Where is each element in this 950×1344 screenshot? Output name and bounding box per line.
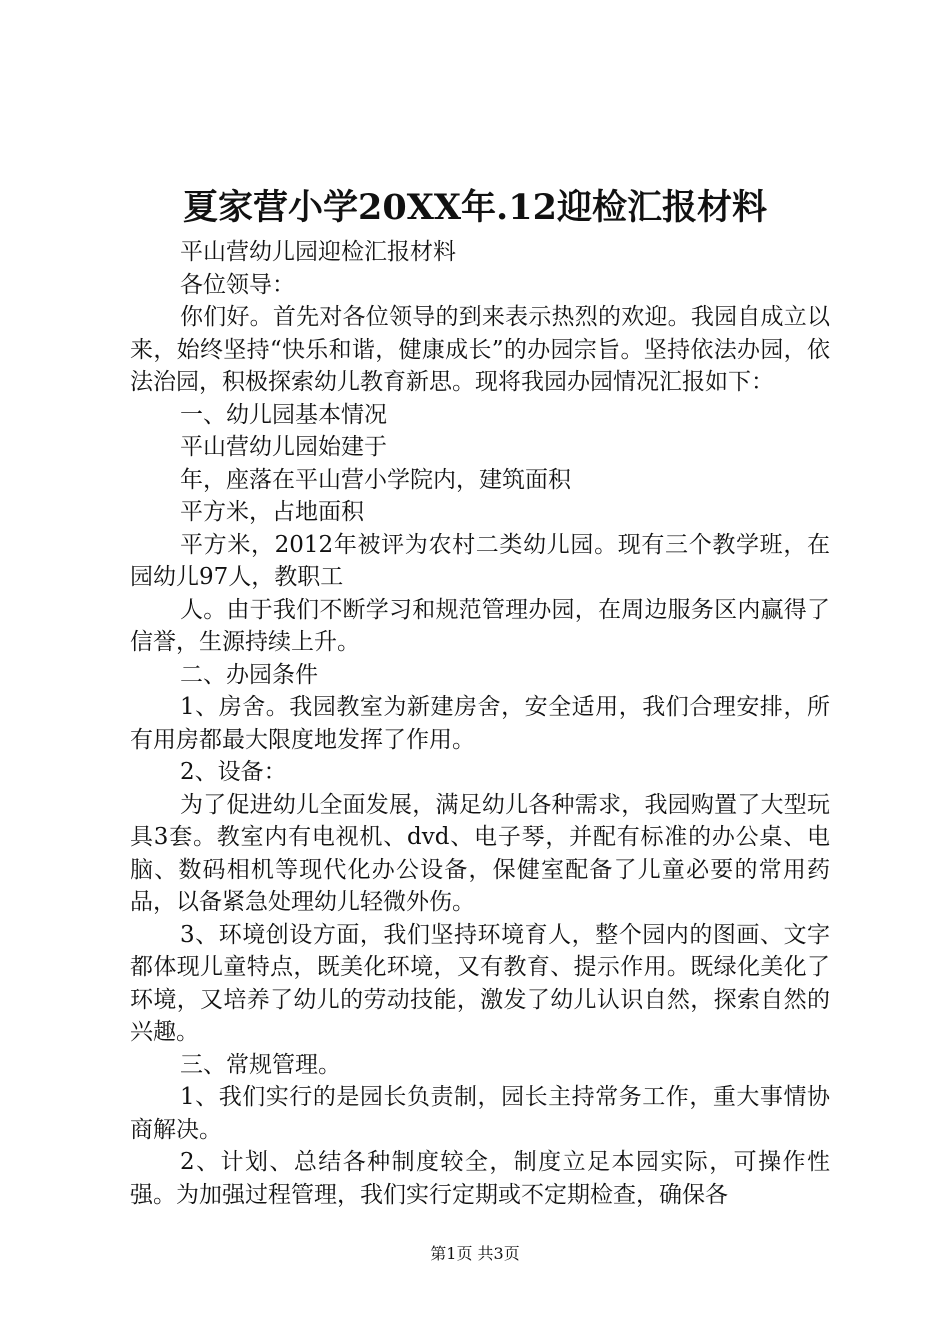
section-heading: 三、常规管理。	[180, 1051, 341, 1078]
page-footer: 第1页 共3页	[430, 1244, 520, 1263]
paragraph: 你们好。首先对各位领导的到来表示热烈的欢迎。我园自成立以来，始终坚持“快乐和谐，健康成长”的办园宗旨。坚持依法办园，依法治园，积极探索幼儿教育新思。现将我园办园情况汇报如下：	[130, 304, 830, 395]
paragraph: 人。由于我们不断学习和规范管理办园，在周边服务区内赢得了信誉，生源持续上升。	[130, 596, 830, 655]
document-body	[130, 236, 830, 1211]
paragraph: 1、我们实行的是园长负责制，园长主持常务工作，重大事情协商解决。	[130, 1084, 830, 1143]
paragraph: 平方米，占地面积	[180, 499, 364, 525]
section-heading: 二、办园条件	[180, 661, 318, 688]
paragraph: 年，座落在平山营小学院内，建筑面积	[180, 466, 571, 493]
paragraph: 平山营幼儿园迎检汇报材料	[180, 239, 456, 265]
paragraph: 各位领导：	[180, 271, 295, 298]
paragraph: 平方米，2012年被评为农村二类幼儿园。现有三个教学班，在园幼儿97人，教职工	[130, 531, 830, 590]
paragraph: 1、房舍。我园教室为新建房舍，安全适用，我们合理安排，所有用房都最大限度地发挥了作用。	[130, 694, 830, 753]
paragraph: 3、环境创设方面，我们坚持环境育人，整个园内的图画、文字都体现儿童特点，既美化环境，又有教育、提示作用。既绿化美化了环境，又培养了幼儿的劳动技能，激发了幼儿认识自然，探索自然的兴趣。	[130, 921, 830, 1045]
document-title: 夏家营小学20XX年.12迎检汇报材料	[183, 187, 767, 228]
paragraph: 2、计划、总结各种制度较全，制度立足本园实际，可操作性强。为加强过程管理，我们实行定期或不定期检查，确保各	[130, 1149, 830, 1208]
paragraph: 为了促进幼儿全面发展，满足幼儿各种需求，我园购置了大型玩具3套。教室内有电视机、dvd、电子琴，并配有标准的办公桌、电脑、数码相机等现代化办公设备，保健室配备了儿童必要的常用药品，以备紧急处理幼儿轻微外伤。	[130, 791, 830, 915]
paragraph: 2、设备：	[180, 759, 287, 785]
paragraph: 平山营幼儿园始建于	[180, 434, 387, 460]
section-heading: 一、幼儿园基本情况	[180, 401, 387, 428]
